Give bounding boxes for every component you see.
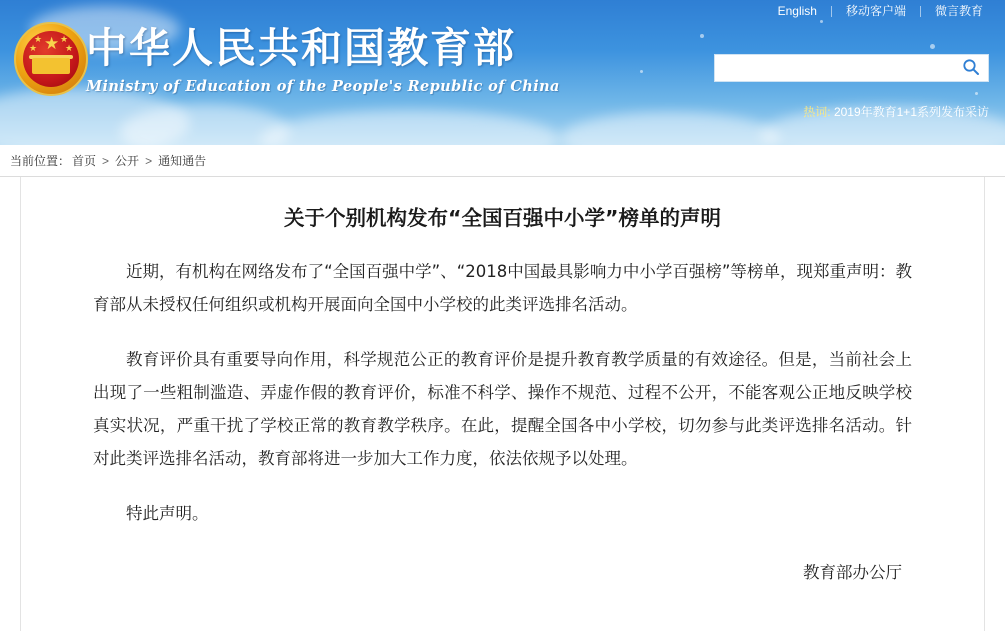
sparkle-icon <box>930 44 935 49</box>
hot-keywords <box>803 103 989 120</box>
search-input[interactable] <box>715 55 954 81</box>
topnav-english[interactable]: English <box>777 4 817 18</box>
article-container <box>20 177 985 631</box>
search-button[interactable] <box>954 55 988 81</box>
article-paragraph: 教育评价具有重要导向作用，科学规范公正的教育评价是提升教育教学质量的有效途径。但是，当前社会上出现了一些粗制滥造、弄虚作假的教育评价，标准不科学、操作不规范、过程不公开，不能客观公正地反映学校真实状况，严重干扰了学校正常的教育教学秩序。在此，提醒全国各中小学校，切勿参与此类评选排名活动。针对此类评选排名活动，教育部将进一步加大工作力度，依法依规予以处理。 <box>93 350 912 468</box>
site-title-en: Ministry of Education of the People's Republic of China <box>86 78 560 95</box>
national-emblem-logo[interactable] <box>14 22 88 96</box>
top-navigation <box>764 0 997 22</box>
emblem-star-icon: ★ <box>29 43 38 53</box>
search-icon <box>962 58 980 79</box>
sparkle-icon <box>700 34 704 38</box>
breadcrumb-item-notice[interactable]: 通知通告 <box>158 154 207 168</box>
cloud-decoration <box>260 110 560 145</box>
emblem-gate <box>32 58 70 74</box>
site-title[interactable] <box>86 22 560 95</box>
article-paragraph: 特此声明。 <box>126 504 209 523</box>
topnav-mobile[interactable]: 移动客户端 <box>845 4 906 18</box>
cloud-decoration <box>560 112 780 145</box>
breadcrumb-label: 当前位置： <box>10 154 71 168</box>
emblem-star-icon: ★ <box>65 43 74 53</box>
emblem-star-icon: ★ <box>44 34 60 53</box>
hot-keyword-link[interactable]: 2019年教育1+1系列发布采访 <box>833 105 989 119</box>
article-signature: 教育部办公厅 <box>803 563 902 582</box>
page-title: 关于个别机构发布“全国百强中小学”榜单的声明 <box>284 206 721 230</box>
breadcrumb-separator: > <box>102 153 110 168</box>
breadcrumb <box>0 145 1005 177</box>
emblem-star-icon: ★ <box>34 34 43 44</box>
breadcrumb-separator: > <box>145 153 153 168</box>
content-area <box>0 177 1005 631</box>
site-header <box>0 0 1005 145</box>
hot-keywords-label: 热词: <box>803 105 831 119</box>
emblem-star-icon: ★ <box>60 34 69 44</box>
breadcrumb-item-open[interactable]: 公开 <box>115 154 140 168</box>
sparkle-icon <box>975 92 978 95</box>
topnav-weiyan[interactable]: 微言教育 <box>934 4 983 18</box>
breadcrumb-item-home[interactable]: 首页 <box>72 154 97 168</box>
sparkle-icon <box>640 70 643 73</box>
search-box[interactable] <box>714 54 989 82</box>
site-title-cn: 中华人民共和国教育部 <box>86 24 516 72</box>
article-paragraph: 近期，有机构在网络发布了“全国百强中学”、“2018中国最具影响力中小学百强榜”等榜单，现郑重声明：教育部从未授权任何组织或机构开展面向全国中小学校的此类评选排名活动。 <box>93 262 912 314</box>
